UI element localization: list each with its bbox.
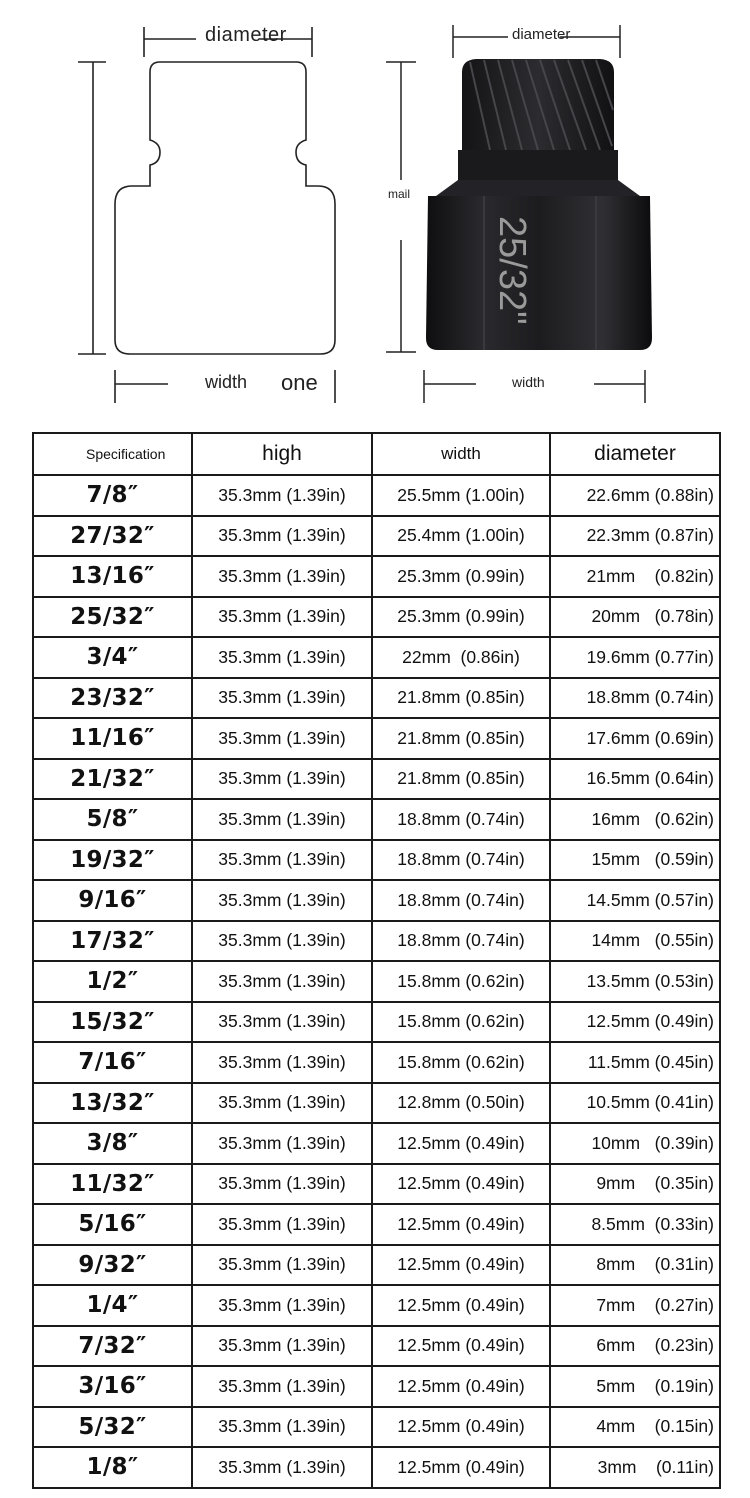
table-row: [33, 840, 720, 881]
width-cell: 21.8mm (0.85in): [372, 678, 550, 719]
diameter-cell: 15mm (0.59in): [550, 840, 720, 881]
diameter-cell: 17.6mm (0.69in): [550, 718, 720, 759]
width-cell: 15.8mm (0.62in): [372, 1002, 550, 1043]
size-engraving: 25/32": [491, 216, 533, 325]
table-row: [33, 597, 720, 638]
table-row: [33, 678, 720, 719]
diameter-cell: 14mm (0.55in): [550, 921, 720, 962]
high-cell: 35.3mm (1.39in): [192, 597, 372, 638]
width-label-right: width: [512, 374, 545, 390]
diameter-cell: 14.5mm (0.57in): [550, 880, 720, 921]
table-body: [33, 475, 720, 1488]
diameter-cell: 8mm (0.31in): [550, 1245, 720, 1286]
table-row: [33, 1164, 720, 1205]
high-cell: 35.3mm (1.39in): [192, 1285, 372, 1326]
high-cell: 35.3mm (1.39in): [192, 556, 372, 597]
width-label-left: width: [205, 372, 248, 392]
spec-cell: 5/8″: [33, 799, 192, 840]
width-cell: 12.5mm (0.49in): [372, 1366, 550, 1407]
hex-body: [426, 196, 652, 350]
spec-cell: 5/32″: [33, 1407, 192, 1448]
extractor-photo: [386, 25, 652, 403]
high-cell: 35.3mm (1.39in): [192, 1042, 372, 1083]
diameter-cell: 21mm (0.82in): [550, 556, 720, 597]
diameter-cell: 18.8mm (0.74in): [550, 678, 720, 719]
header-high: high: [192, 433, 372, 475]
table-row: [33, 961, 720, 1002]
width-cell: 12.5mm (0.49in): [372, 1245, 550, 1286]
table-row: [33, 637, 720, 678]
table-header-row: [33, 433, 720, 475]
spec-cell: 15/32″: [33, 1002, 192, 1043]
width-cell: 25.3mm (0.99in): [372, 556, 550, 597]
spec-cell: 3/4″: [33, 637, 192, 678]
high-cell: 35.3mm (1.39in): [192, 1245, 372, 1286]
spec-cell: 7/8″: [33, 475, 192, 516]
table-row: [33, 1002, 720, 1043]
diameter-cell: 4mm (0.15in): [550, 1407, 720, 1448]
spec-cell: 1/2″: [33, 961, 192, 1002]
diameter-cell: 10.5mm (0.41in): [550, 1083, 720, 1124]
spec-cell: 19/32″: [33, 840, 192, 881]
spec-cell: 9/16″: [33, 880, 192, 921]
high-cell: 35.3mm (1.39in): [192, 1123, 372, 1164]
spline-head: [462, 59, 614, 152]
dimension-drawing: [0, 0, 750, 420]
high-cell: 35.3mm (1.39in): [192, 678, 372, 719]
table-row: [33, 759, 720, 800]
diameter-cell: 12.5mm (0.49in): [550, 1002, 720, 1043]
table-row: [33, 880, 720, 921]
table-row: [33, 1245, 720, 1286]
diameter-cell: 13.5mm (0.53in): [550, 961, 720, 1002]
table-row: [33, 516, 720, 557]
table-row: [33, 1407, 720, 1448]
width-cell: 25.4mm (1.00in): [372, 516, 550, 557]
header-width: width: [372, 433, 550, 475]
width-cell: 25.5mm (1.00in): [372, 475, 550, 516]
diameter-cell: 7mm (0.27in): [550, 1285, 720, 1326]
high-cell: 35.3mm (1.39in): [192, 516, 372, 557]
spec-cell: 21/32″: [33, 759, 192, 800]
width-cell: 12.5mm (0.49in): [372, 1447, 550, 1488]
diameter-cell: 3mm (0.11in): [550, 1447, 720, 1488]
high-cell: 35.3mm (1.39in): [192, 1326, 372, 1367]
high-cell: 35.3mm (1.39in): [192, 1447, 372, 1488]
width-cell: 18.8mm (0.74in): [372, 921, 550, 962]
high-cell: 35.3mm (1.39in): [192, 1204, 372, 1245]
diameter-cell: 5mm (0.19in): [550, 1366, 720, 1407]
width-cell: 12.5mm (0.49in): [372, 1326, 550, 1367]
spec-cell: 27/32″: [33, 516, 192, 557]
diameter-cell: 22.3mm (0.87in): [550, 516, 720, 557]
high-cell: 35.3mm (1.39in): [192, 1407, 372, 1448]
table-row: [33, 718, 720, 759]
diameter-cell: 11.5mm (0.45in): [550, 1042, 720, 1083]
width-cell: 18.8mm (0.74in): [372, 880, 550, 921]
table-row: [33, 1083, 720, 1124]
spec-cell: 23/32″: [33, 678, 192, 719]
specification-table: [32, 432, 721, 1489]
neck: [458, 150, 618, 180]
spec-cell: 3/8″: [33, 1123, 192, 1164]
header-diameter: diameter: [550, 433, 720, 475]
diameter-cell: 6mm (0.23in): [550, 1326, 720, 1367]
width-cell: 25.3mm (0.99in): [372, 597, 550, 638]
high-cell: 35.3mm (1.39in): [192, 799, 372, 840]
width-cell: 12.5mm (0.49in): [372, 1407, 550, 1448]
width-cell: 12.5mm (0.49in): [372, 1164, 550, 1205]
header-specification: Specification: [33, 433, 192, 475]
high-cell: 35.3mm (1.39in): [192, 718, 372, 759]
table-row: [33, 475, 720, 516]
table-row: [33, 556, 720, 597]
high-cell: 35.3mm (1.39in): [192, 1366, 372, 1407]
diameter-cell: 22.6mm (0.88in): [550, 475, 720, 516]
table-row: [33, 1123, 720, 1164]
table-row: [33, 1366, 720, 1407]
width-cell: 12.5mm (0.49in): [372, 1123, 550, 1164]
high-cell: 35.3mm (1.39in): [192, 637, 372, 678]
width-cell: 12.5mm (0.49in): [372, 1285, 550, 1326]
width-cell: 18.8mm (0.74in): [372, 799, 550, 840]
high-cell: 35.3mm (1.39in): [192, 1002, 372, 1043]
product-diagram: [0, 0, 750, 420]
spec-cell: 17/32″: [33, 921, 192, 962]
spec-cell: 7/32″: [33, 1326, 192, 1367]
table-row: [33, 921, 720, 962]
spec-cell: 5/16″: [33, 1204, 192, 1245]
spec-cell: 11/32″: [33, 1164, 192, 1205]
diameter-cell: 16.5mm (0.64in): [550, 759, 720, 800]
width-cell: 12.8mm (0.50in): [372, 1083, 550, 1124]
chamfer: [436, 180, 640, 196]
diameter-cell: 20mm (0.78in): [550, 597, 720, 638]
table-row: [33, 1204, 720, 1245]
spec-cell: 13/16″: [33, 556, 192, 597]
width-cell: 12.5mm (0.49in): [372, 1204, 550, 1245]
high-cell: 35.3mm (1.39in): [192, 880, 372, 921]
diameter-label-left: diameter: [205, 24, 287, 46]
high-cell: 35.3mm (1.39in): [192, 961, 372, 1002]
high-cell: 35.3mm (1.39in): [192, 921, 372, 962]
table-row: [33, 1447, 720, 1488]
table-row: [33, 1042, 720, 1083]
diameter-cell: 9mm (0.35in): [550, 1164, 720, 1205]
spec-cell: 7/16″: [33, 1042, 192, 1083]
spec-cell: 3/16″: [33, 1366, 192, 1407]
width-cell: 18.8mm (0.74in): [372, 840, 550, 881]
width-cell: 15.8mm (0.62in): [372, 1042, 550, 1083]
diameter-cell: 10mm (0.39in): [550, 1123, 720, 1164]
extractor-outline: [115, 62, 335, 354]
spec-cell: 9/32″: [33, 1245, 192, 1286]
diameter-cell: 16mm (0.62in): [550, 799, 720, 840]
high-cell: 35.3mm (1.39in): [192, 759, 372, 800]
high-cell: 35.3mm (1.39in): [192, 840, 372, 881]
width-cell: 21.8mm (0.85in): [372, 759, 550, 800]
diameter-cell: 8.5mm (0.33in): [550, 1204, 720, 1245]
spec-cell: 25/32″: [33, 597, 192, 638]
table-row: [33, 1285, 720, 1326]
height-label-right: mail: [388, 187, 411, 201]
diameter-label-right: diameter: [512, 26, 571, 43]
high-cell: 35.3mm (1.39in): [192, 1083, 372, 1124]
table-row: [33, 1326, 720, 1367]
width-cell: 15.8mm (0.62in): [372, 961, 550, 1002]
spec-cell: 11/16″: [33, 718, 192, 759]
width-cell: 22mm (0.86in): [372, 637, 550, 678]
spec-cell: 1/4″: [33, 1285, 192, 1326]
spec-cell: 13/32″: [33, 1083, 192, 1124]
diameter-cell: 19.6mm (0.77in): [550, 637, 720, 678]
high-cell: 35.3mm (1.39in): [192, 475, 372, 516]
high-cell: 35.3mm (1.39in): [192, 1164, 372, 1205]
outline-drawing: [78, 27, 335, 403]
width-cell: 21.8mm (0.85in): [372, 718, 550, 759]
drawing-caption: one: [281, 370, 318, 395]
table-row: [33, 799, 720, 840]
spec-cell: 1/8″: [33, 1447, 192, 1488]
